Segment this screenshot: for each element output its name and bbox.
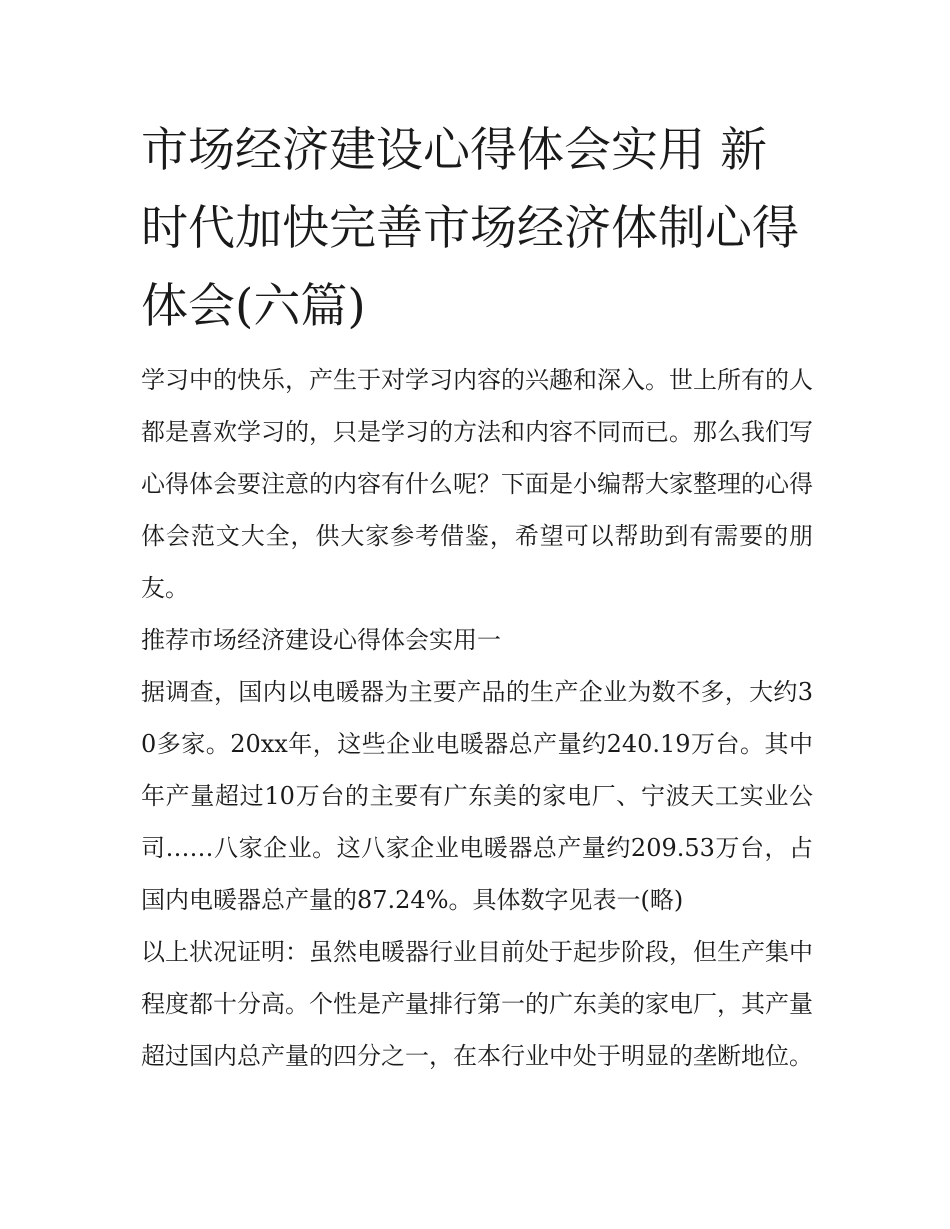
document-title: 市场经济建设心得体会实用 新时代加快完善市场经济体制心得体会(六篇) (141, 123, 799, 334)
body-paragraph-conclusion: 以上状况证明：虽然电暖器行业目前处于起步阶段，但生产集中程度都十分高。个性是产量排行第一的广东美的家电厂，其产量超过国内总产量的四分之一，在本行业中处于明显的垄断地位。 (141, 938, 813, 1070)
document-page (141, 112, 813, 1082)
section-heading: 推荐市场经济建设心得体会实用一 (141, 626, 501, 654)
intro-paragraph: 学习中的快乐，产生于对学习内容的兴趣和深入。世上所有的人都是喜欢学习的，只是学习的方法和内容不同而已。那么我们写心得体会要注意的内容有什么呢？下面是小编帮大家整理的心得体会范文大全，供大家参考借鉴，希望可以帮助到有需要的朋友。 (141, 366, 813, 602)
body-paragraph-survey: 据调查，国内以电暖器为主要产品的生产企业为数不多，大约30多家。20xx年，这些企业电暖器总产量约240.19万台。其中年产量超过10万台的主要有广东美的家电厂、宁波天工实业公司……八家企业。这八家企业电暖器总产量约209.53万台，占国内电暖器总产量的87.24%。具体数字见表一(略) (141, 678, 813, 914)
